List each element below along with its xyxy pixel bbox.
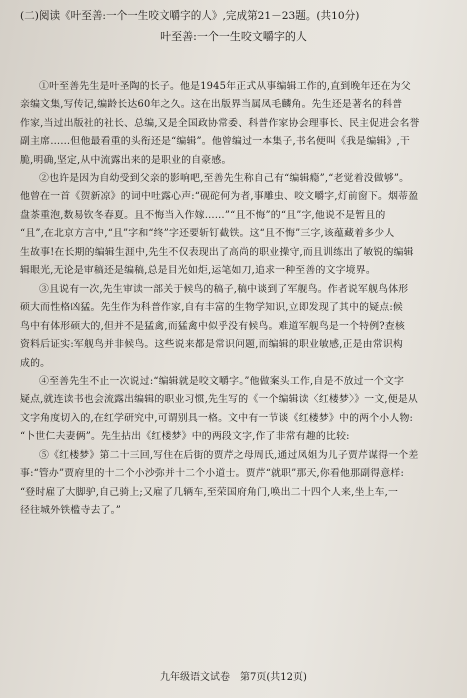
text-line: 径往城外铁槛寺去了。” — [20, 505, 122, 517]
text-line: “且”,在北京方言中,“且”字和“终”字还要斩钉截铁。这“且不悔”三字,该蕴藏着多少人 — [20, 228, 395, 240]
text-line: 副主席……但他最看重的头衔还是“编辑”。他曾编过一本集子,书名便叫《我是编辑》,干 — [20, 136, 410, 148]
text-line: “登时雇了大脚驴,自己骑上;又雇了几辆车,至荣国府角门,唤出二十四个人来,坐上车,一 — [20, 486, 399, 498]
text-line: 盘茶重泡,数易钦冬春夏。且不悔当入作嫁……”“且不悔”的“且”字,他说不是暂且的 — [20, 209, 386, 221]
section-heading: (二)阅读《叶至善:一个一生咬文嚼字的人》,完成第21－23题。(共10分) — [20, 10, 360, 22]
text-line: ②也许是因为自幼受到父亲的影响吧,至善先生称自己有“编辑瘾”,“老觉着没做够”。 — [39, 173, 410, 184]
text-line: 作家,当过出版社的社长、总编,又是全国政协常委、科普作家协会理事长、民主促进会名誉 — [20, 117, 420, 129]
text-line: 资料后证实:军舰鸟并非候鸟。这些说来都是常识问题,而编辑的职业敏感,正是由常识构 — [20, 339, 403, 351]
paragraph-4 — [20, 373, 452, 447]
text-line: “卜世仁夫妻俩”。先生拈出《红楼梦》中的两段文字,作了非常有趣的比较: — [20, 431, 350, 443]
text-line: 他曾在一首《贺新凉》的词中吐露心声:“砚砣何为者,事雕虫、咬文嚼字,灯前窗下。烟蒂盈 — [20, 191, 419, 203]
article-title: 叶至善:一个一生咬文嚼字的人 — [160, 30, 307, 43]
text-line: 鸟中有体形硕大的,但并不是猛禽,而猛禽中似乎没有候鸟。难道军舰鸟是一个特例?查核 — [20, 320, 405, 332]
text-line: ④至善先生不止一次说过:“编辑就是咬文嚼字。”他做案头工作,自是不放过一个文字 — [39, 376, 405, 387]
paragraph-3 — [20, 281, 452, 373]
text-line: 事:“管办”贾府里的十二个小沙弥并十二个小道士。贾芹“就职”那天,你看他那副得意样: — [20, 468, 405, 480]
text-line: ①叶至善先生是叶圣陶的长子。他是1945年正式从事编辑工作的,直到晚年还在为父 — [39, 81, 411, 92]
text-line: 硕大而性格凶猛。先生作为科普作家,自有丰富的生物学知识,立即发现了其中的疑点:候 — [20, 302, 403, 314]
text-line: 文字角度切入的,在红学研究中,可谓别具一格。文中有一节谈《红楼梦》中的两个小人物: — [20, 412, 414, 424]
text-line: 辑眼光,无论是审稿还是编稿,总是目光如炬,运笔如刀,追求一种至善的文字境界。 — [20, 265, 376, 277]
text-line: 脆,明确,坚定,从中流露出来的是职业的自豪感。 — [20, 154, 232, 166]
text-line: 生故事!在长期的编辑生涯中,先生不仅表现出了高尚的职业操守,而且训练出了敏锐的编辑 — [20, 246, 414, 258]
paragraph-2 — [20, 170, 452, 280]
text-line: ⑤《红楼梦》第二十三回,写住在后街的贾芹之母周氏,通过凤姐为儿子贾芹谋得一个差 — [39, 450, 419, 461]
text-line: 成的。 — [20, 357, 51, 369]
text-line: ③且说有一次,先生审读一部关于候鸟的稿子,稿中谈到了军舰鸟。作者说军舰鸟体形 — [39, 284, 409, 295]
text-line: 亲编文集,写传记,编龄长达60年之久。这在出版界当属凤毛麟角。先生还是著名的科普 — [20, 99, 403, 111]
page-footer: 九年级语文试卷 第7页(共12页) — [160, 672, 307, 683]
text-line: 疑点,就连读书也会流露出编辑的职业习惯,先生写的《一个编辑读〈红楼梦〉》一文,便是从 — [20, 394, 418, 406]
paragraph-1 — [20, 78, 452, 170]
paragraph-5 — [20, 447, 452, 521]
